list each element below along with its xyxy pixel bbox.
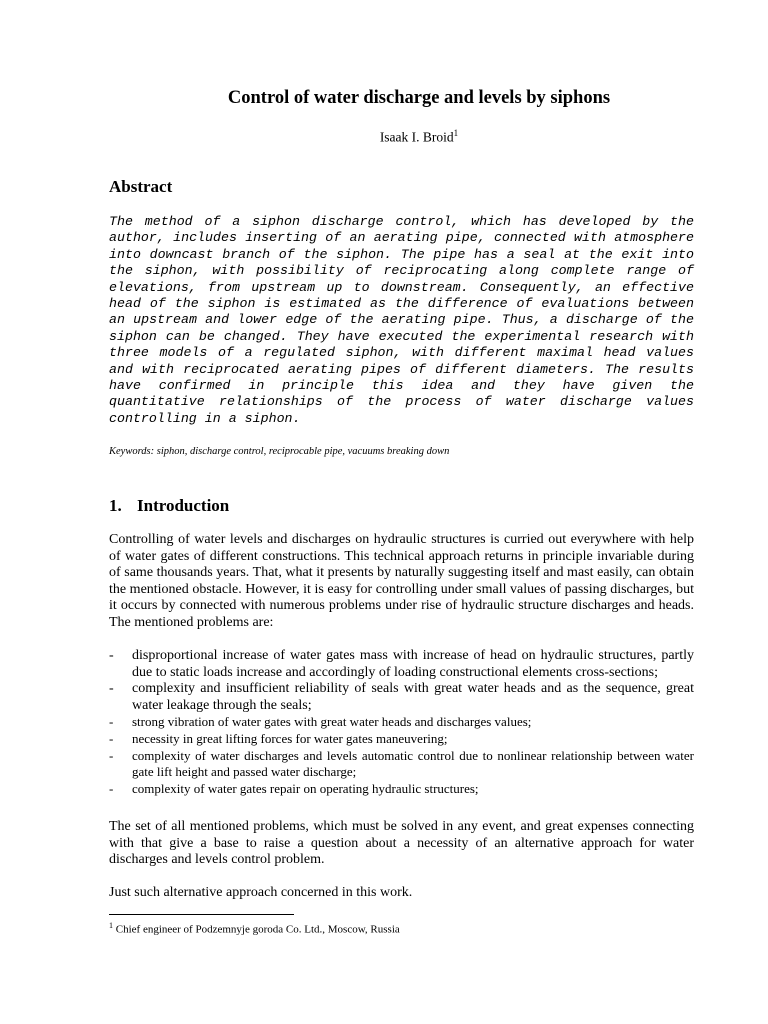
- footnote-mark: 1: [109, 921, 113, 930]
- list-bullet: -: [109, 730, 114, 746]
- paper-title: Control of water discharge and levels by siphons: [227, 88, 611, 108]
- list-item: [109, 731, 694, 748]
- list-bullet: -: [109, 648, 114, 663]
- introduction-paragraph: Controlling of water levels and discharges on hydraulic structures is curried out everywhere with help of water gates of different constructions. This technical approach returns in principle invariable during of same thousands years. That, what it presents by naturally suggesting itself and mast easily, can obtain the mentioned obstacle. However, it is easy for controlling under small values of passing discharges, but it occurs by connected with numerous problems under rise of hydraulic structure discharges and heads. The mentioned problems are:: [109, 532, 694, 630]
- list-bullet: -: [109, 747, 114, 763]
- list-item: [109, 714, 694, 731]
- problems-list: [109, 648, 694, 797]
- section-number: 1.: [109, 496, 122, 515]
- list-item: [109, 648, 694, 681]
- list-bullet: -: [109, 681, 114, 697]
- closing-sentence: Just such alternative approach concerned in this work.: [109, 885, 413, 900]
- list-bullet: -: [109, 714, 114, 730]
- list-item-text: necessity in great lifting forces for water gates maneuvering;: [132, 730, 448, 746]
- author-name: Isaak I. Broid: [379, 129, 454, 145]
- list-item: [109, 681, 694, 714]
- author-footnote-mark[interactable]: 1: [453, 128, 459, 138]
- abstract-heading: Abstract: [109, 177, 173, 196]
- keywords: Keywords: siphon, discharge control, reciprocable pipe, vacuums breaking down: [109, 446, 450, 457]
- abstract-body: The method of a siphon discharge control, which has developed by the author, includes inserting of an aerating pipe, connected with atmosphere into downcast branch of the siphon. The pipe has a seal at the exit into the siphon, with possibility of reciprocating along complete range of elevations, from upstream up to downstream. Consequently, an effective head of the siphon is estimated as the difference of evaluations between an upstream and lower edge of the aerating pipe. Thus, a discharge of the siphon can be changed. They have executed the experimental research with three models of a regulated siphon, with different maximal head values and with reciprocated aerating pipes of different diameters. The results have confirmed in principle this idea and they have given the quantitative relationships of the process of water discharge values controlling in a siphon.: [109, 214, 694, 426]
- list-item: [109, 781, 694, 798]
- list-item-text: complexity of water discharges and levels automatic control due to nonlinear relationship between water gate lift height and passed water discharge;: [132, 747, 694, 780]
- conclusion-paragraph: The set of all mentioned problems, which must be solved in any event, and great expenses connecting with that give a base to raise a question about a necessity of an alternative approach for water discharges and levels control problem.: [109, 819, 694, 868]
- footnote: [109, 921, 400, 936]
- list-item-text: disproportional increase of water gates mass with increase of head on hydraulic structures, partly due to static loads increase and accordingly of loading constructional elements cross-sections;: [132, 648, 694, 680]
- list-item: [109, 748, 694, 781]
- list-item-text: strong vibration of water gates with great water heads and discharges values;: [132, 714, 532, 730]
- footnote-text: Chief engineer of Podzemnyje goroda Co. Ltd., Moscow, Russia: [115, 923, 400, 936]
- author-line: [109, 128, 729, 146]
- footnote-divider: [109, 914, 294, 915]
- section-title: Introduction: [137, 496, 230, 515]
- introduction-heading: [109, 496, 229, 516]
- list-bullet: -: [109, 780, 114, 796]
- list-item-text: complexity of water gates repair on operating hydraulic structures;: [132, 780, 479, 796]
- list-item-text: complexity and insufficient reliability of seals with great water heads and as the sequence, great water leakage through the seals;: [132, 681, 694, 713]
